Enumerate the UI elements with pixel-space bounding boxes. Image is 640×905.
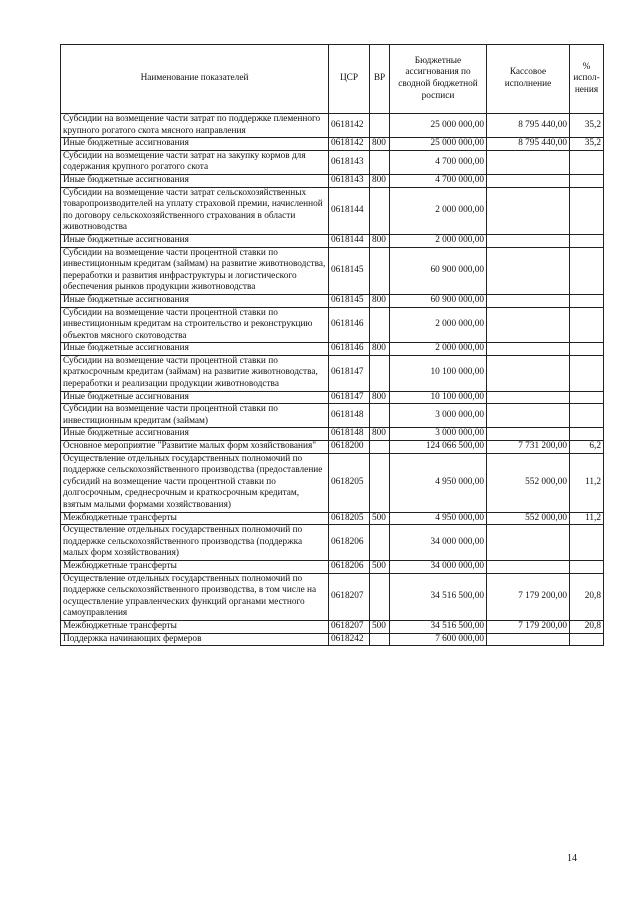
table-row bbox=[61, 453, 604, 512]
row-budget: 60 900 000,00 bbox=[390, 294, 487, 307]
table-row bbox=[61, 187, 604, 234]
row-vr bbox=[370, 307, 390, 343]
row-name: Поддержка начинающих фермеров bbox=[61, 633, 329, 646]
row-cash bbox=[487, 174, 570, 187]
table-row bbox=[61, 343, 604, 356]
row-cash bbox=[487, 234, 570, 247]
row-name: Основное мероприятие "Развитие малых форм хозяйствования" bbox=[61, 441, 329, 454]
row-budget: 2 000 000,00 bbox=[390, 307, 487, 343]
row-pct: 35,2 bbox=[570, 114, 604, 138]
row-csr: 0618144 bbox=[329, 234, 370, 247]
row-budget: 34 516 500,00 bbox=[390, 620, 487, 633]
row-vr bbox=[370, 633, 390, 646]
row-cash bbox=[487, 150, 570, 174]
row-name: Иные бюджетные ассигнования bbox=[61, 428, 329, 441]
row-csr: 0618205 bbox=[329, 512, 370, 525]
row-cash: 8 795 440,00 bbox=[487, 138, 570, 151]
table-row bbox=[61, 391, 604, 404]
table-row bbox=[61, 150, 604, 174]
row-csr: 0618205 bbox=[329, 453, 370, 512]
row-vr: 800 bbox=[370, 428, 390, 441]
row-cash bbox=[487, 247, 570, 294]
table-row bbox=[61, 404, 604, 428]
row-name: Осуществление отдельных государственных полномочий по поддержке сельскохозяйственного производства, в том числе на осуществление управленческих функций органами местного самоуправления bbox=[61, 573, 329, 620]
row-budget: 7 600 000,00 bbox=[390, 633, 487, 646]
row-vr bbox=[370, 441, 390, 454]
row-pct bbox=[570, 247, 604, 294]
row-pct: 11,2 bbox=[570, 453, 604, 512]
row-pct bbox=[570, 525, 604, 561]
row-csr: 0618148 bbox=[329, 428, 370, 441]
row-vr: 500 bbox=[370, 560, 390, 573]
row-budget: 4 700 000,00 bbox=[390, 150, 487, 174]
row-pct bbox=[570, 355, 604, 391]
row-budget: 60 900 000,00 bbox=[390, 247, 487, 294]
row-vr bbox=[370, 573, 390, 620]
table-row bbox=[61, 307, 604, 343]
row-cash: 552 000,00 bbox=[487, 453, 570, 512]
row-budget: 25 000 000,00 bbox=[390, 138, 487, 151]
row-cash: 7 731 200,00 bbox=[487, 441, 570, 454]
row-cash bbox=[487, 633, 570, 646]
row-pct bbox=[570, 560, 604, 573]
row-name: Межбюджетные трансферты bbox=[61, 560, 329, 573]
table-row bbox=[61, 620, 604, 633]
row-csr: 0618143 bbox=[329, 174, 370, 187]
table-header bbox=[61, 45, 604, 114]
row-vr: 500 bbox=[370, 512, 390, 525]
row-pct bbox=[570, 174, 604, 187]
table-row bbox=[61, 247, 604, 294]
row-cash: 7 179 200,00 bbox=[487, 620, 570, 633]
row-vr bbox=[370, 150, 390, 174]
row-cash bbox=[487, 560, 570, 573]
row-csr: 0618145 bbox=[329, 294, 370, 307]
row-vr: 800 bbox=[370, 234, 390, 247]
budget-table bbox=[60, 44, 604, 646]
header-csr: ЦСР bbox=[329, 45, 370, 114]
row-csr: 0618145 bbox=[329, 247, 370, 294]
table-row bbox=[61, 560, 604, 573]
table-row bbox=[61, 441, 604, 454]
row-vr: 800 bbox=[370, 391, 390, 404]
row-budget: 10 100 000,00 bbox=[390, 355, 487, 391]
row-name: Иные бюджетные ассигнования bbox=[61, 138, 329, 151]
row-vr: 800 bbox=[370, 294, 390, 307]
row-vr bbox=[370, 525, 390, 561]
table-row bbox=[61, 114, 604, 138]
row-name: Осуществление отдельных государственных полномочий по поддержке сельскохозяйственного производства (поддержка малых форм хозяйствования) bbox=[61, 525, 329, 561]
row-csr: 0618242 bbox=[329, 633, 370, 646]
header-row bbox=[61, 45, 604, 114]
row-pct bbox=[570, 391, 604, 404]
row-name: Иные бюджетные ассигнования bbox=[61, 234, 329, 247]
row-vr: 800 bbox=[370, 138, 390, 151]
table-row bbox=[61, 355, 604, 391]
table-row bbox=[61, 633, 604, 646]
row-csr: 0618200 bbox=[329, 441, 370, 454]
row-pct: 20,8 bbox=[570, 573, 604, 620]
table-row bbox=[61, 174, 604, 187]
row-name: Субсидии на возмещение части затрат сельскохозяйственных товаропроизводителей на уплату страховой премии, начисленной по договору сельскохозяйственного страхования в области животноводства bbox=[61, 187, 329, 234]
row-name: Межбюджетные трансферты bbox=[61, 512, 329, 525]
row-pct bbox=[570, 187, 604, 234]
row-vr bbox=[370, 187, 390, 234]
row-budget: 3 000 000,00 bbox=[390, 428, 487, 441]
page-number: 14 bbox=[567, 853, 577, 864]
row-csr: 0618147 bbox=[329, 355, 370, 391]
row-budget: 2 000 000,00 bbox=[390, 234, 487, 247]
row-csr: 0618146 bbox=[329, 343, 370, 356]
row-budget: 4 700 000,00 bbox=[390, 174, 487, 187]
row-name: Субсидии на возмещение части затрат по поддержке племенного крупного рогатого скота мясного направления bbox=[61, 114, 329, 138]
row-cash bbox=[487, 404, 570, 428]
row-pct bbox=[570, 234, 604, 247]
row-csr: 0618206 bbox=[329, 525, 370, 561]
row-vr: 800 bbox=[370, 343, 390, 356]
row-budget: 34 000 000,00 bbox=[390, 525, 487, 561]
table-row bbox=[61, 525, 604, 561]
row-pct: 11,2 bbox=[570, 512, 604, 525]
row-pct bbox=[570, 294, 604, 307]
row-name: Осуществление отдельных государственных полномочий по поддержке сельскохозяйственного производства (предоставление субсидий на возмещение части процентной ставки по долгосрочным, среднесрочным и краткосрочным кредитам, взятым малыми формами хозяйствования) bbox=[61, 453, 329, 512]
row-vr bbox=[370, 453, 390, 512]
row-cash bbox=[487, 343, 570, 356]
row-name: Субсидии на возмещение части процентной ставки по инвестиционным кредитам на строительство и реконструкцию объектов мясного скотоводства bbox=[61, 307, 329, 343]
row-cash bbox=[487, 391, 570, 404]
row-pct: 20,8 bbox=[570, 620, 604, 633]
row-name: Субсидии на возмещение части процентной ставки по краткосрочным кредитам (займам) на развитие животноводства, переработки и реализации продукции животноводства bbox=[61, 355, 329, 391]
row-csr: 0618146 bbox=[329, 307, 370, 343]
table-row bbox=[61, 428, 604, 441]
row-budget: 34 516 500,00 bbox=[390, 573, 487, 620]
table-body bbox=[61, 114, 604, 646]
row-name: Иные бюджетные ассигнования bbox=[61, 343, 329, 356]
row-csr: 0618207 bbox=[329, 573, 370, 620]
row-csr: 0618142 bbox=[329, 114, 370, 138]
header-name: Наименование показателей bbox=[61, 45, 329, 114]
row-cash bbox=[487, 428, 570, 441]
row-cash bbox=[487, 307, 570, 343]
header-cash: Кассовое исполнение bbox=[487, 45, 570, 114]
row-pct bbox=[570, 428, 604, 441]
row-name: Иные бюджетные ассигнования bbox=[61, 174, 329, 187]
row-vr bbox=[370, 114, 390, 138]
row-budget: 4 950 000,00 bbox=[390, 512, 487, 525]
row-csr: 0618147 bbox=[329, 391, 370, 404]
row-budget: 124 066 500,00 bbox=[390, 441, 487, 454]
row-name: Иные бюджетные ассигнования bbox=[61, 391, 329, 404]
table-row bbox=[61, 234, 604, 247]
row-name: Межбюджетные трансферты bbox=[61, 620, 329, 633]
row-pct: 6,2 bbox=[570, 441, 604, 454]
row-csr: 0618207 bbox=[329, 620, 370, 633]
row-pct bbox=[570, 633, 604, 646]
row-budget: 25 000 000,00 bbox=[390, 114, 487, 138]
row-name: Субсидии на возмещение части затрат на закупку кормов для содержания крупного рогатого скота bbox=[61, 150, 329, 174]
row-name: Иные бюджетные ассигнования bbox=[61, 294, 329, 307]
row-budget: 34 000 000,00 bbox=[390, 560, 487, 573]
row-budget: 3 000 000,00 bbox=[390, 404, 487, 428]
row-cash: 552 000,00 bbox=[487, 512, 570, 525]
row-pct bbox=[570, 150, 604, 174]
row-csr: 0618148 bbox=[329, 404, 370, 428]
row-cash: 7 179 200,00 bbox=[487, 573, 570, 620]
row-vr bbox=[370, 247, 390, 294]
table-row bbox=[61, 138, 604, 151]
row-pct bbox=[570, 404, 604, 428]
header-budget: Бюджетные ассигнования по сводной бюджетной росписи bbox=[390, 45, 487, 114]
table-row bbox=[61, 573, 604, 620]
row-budget: 10 100 000,00 bbox=[390, 391, 487, 404]
row-csr: 0618206 bbox=[329, 560, 370, 573]
row-pct bbox=[570, 343, 604, 356]
row-pct: 35,2 bbox=[570, 138, 604, 151]
row-budget: 2 000 000,00 bbox=[390, 343, 487, 356]
row-pct bbox=[570, 307, 604, 343]
row-name: Субсидии на возмещение части процентной ставки по инвестиционным кредитам (займам) bbox=[61, 404, 329, 428]
row-vr: 800 bbox=[370, 174, 390, 187]
row-vr bbox=[370, 355, 390, 391]
table-row bbox=[61, 294, 604, 307]
row-cash bbox=[487, 187, 570, 234]
row-csr: 0618142 bbox=[329, 138, 370, 151]
header-vr: ВР bbox=[370, 45, 390, 114]
row-cash bbox=[487, 525, 570, 561]
row-vr bbox=[370, 404, 390, 428]
row-cash bbox=[487, 355, 570, 391]
header-pct: % испол-нения bbox=[570, 45, 604, 114]
row-cash: 8 795 440,00 bbox=[487, 114, 570, 138]
row-budget: 2 000 000,00 bbox=[390, 187, 487, 234]
row-budget: 4 950 000,00 bbox=[390, 453, 487, 512]
row-csr: 0618144 bbox=[329, 187, 370, 234]
row-cash bbox=[487, 294, 570, 307]
row-name: Субсидии на возмещение части процентной ставки по инвестиционным кредитам (займам) на развитие животноводства, переработки и развития инфраструктуры и логистического обеспечения рынков продукции животноводства bbox=[61, 247, 329, 294]
row-csr: 0618143 bbox=[329, 150, 370, 174]
table-row bbox=[61, 512, 604, 525]
row-vr: 500 bbox=[370, 620, 390, 633]
